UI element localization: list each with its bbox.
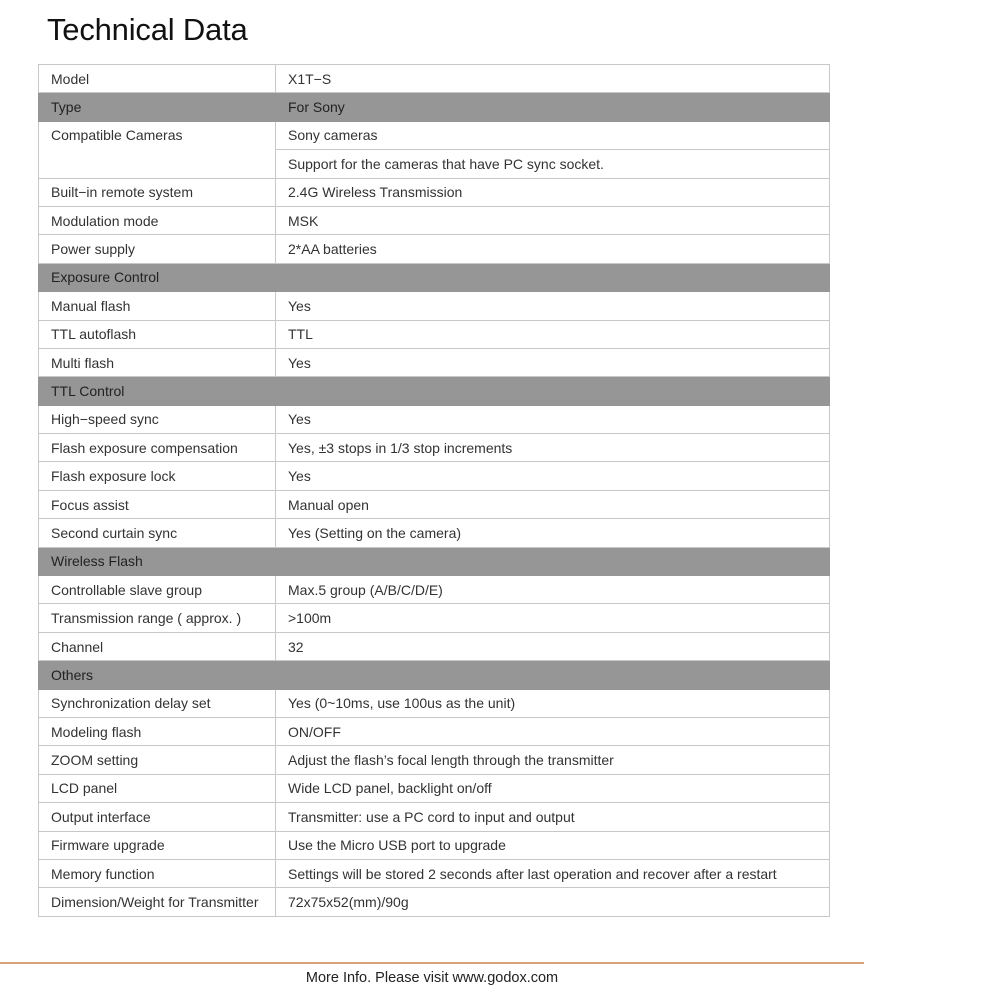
footer-divider xyxy=(0,962,864,964)
spec-value: Yes xyxy=(276,462,830,490)
spec-key: ZOOM setting xyxy=(39,746,276,774)
spec-value: Wide LCD panel, backlight on/off xyxy=(276,774,830,802)
spec-key: TTL autoflash xyxy=(39,320,276,348)
section-header-row xyxy=(39,93,830,121)
page-title: Technical Data xyxy=(47,12,248,47)
table-row xyxy=(39,604,830,632)
table-row xyxy=(39,462,830,490)
spec-value: Yes xyxy=(276,292,830,320)
spec-value: Sony cameras xyxy=(276,121,830,149)
spec-value: TTL xyxy=(276,320,830,348)
spec-value: Yes xyxy=(276,405,830,433)
spec-key: Flash exposure lock xyxy=(39,462,276,490)
spec-key: Multi flash xyxy=(39,348,276,376)
table-row xyxy=(39,519,830,547)
table-row xyxy=(39,689,830,717)
table-row xyxy=(39,774,830,802)
section-value xyxy=(276,263,830,291)
spec-value: Use the Micro USB port to upgrade xyxy=(276,831,830,859)
spec-value: Yes xyxy=(276,348,830,376)
spec-value: >100m xyxy=(276,604,830,632)
table-row xyxy=(39,206,830,234)
section-title: Wireless Flash xyxy=(39,547,276,575)
table-row xyxy=(39,803,830,831)
spec-key: Built−in remote system xyxy=(39,178,276,206)
table-row xyxy=(39,434,830,462)
section-value xyxy=(276,547,830,575)
table-row xyxy=(39,292,830,320)
table-row xyxy=(39,178,830,206)
spec-value: ON/OFF xyxy=(276,717,830,745)
spec-key: High−speed sync xyxy=(39,405,276,433)
spec-key: LCD panel xyxy=(39,774,276,802)
section-value: For Sony xyxy=(276,93,830,121)
spec-value: Transmitter: use a PC cord to input and output xyxy=(276,803,830,831)
table-row xyxy=(39,490,830,518)
spec-value: 2*AA batteries xyxy=(276,235,830,263)
footer-text: More Info. Please visit www.godox.com xyxy=(305,970,559,986)
table-row xyxy=(39,831,830,859)
spec-key: Compatible Cameras xyxy=(39,121,276,178)
table-row xyxy=(39,65,830,93)
spec-key: Modeling flash xyxy=(39,717,276,745)
spec-key: Controllable slave group xyxy=(39,576,276,604)
spec-value: Yes, ±3 stops in 1/3 stop increments xyxy=(276,434,830,462)
spec-value: Manual open xyxy=(276,490,830,518)
spec-key: Power supply xyxy=(39,235,276,263)
table-row xyxy=(39,576,830,604)
table-row xyxy=(39,888,830,916)
spec-value: Yes (0~10ms, use 100us as the unit) xyxy=(276,689,830,717)
spec-key: Dimension/Weight for Transmitter xyxy=(39,888,276,916)
section-title: Others xyxy=(39,661,276,689)
table-row xyxy=(39,320,830,348)
section-header-row xyxy=(39,547,830,575)
spec-value: 2.4G Wireless Transmission xyxy=(276,178,830,206)
section-title: Exposure Control xyxy=(39,263,276,291)
spec-value: Settings will be stored 2 seconds after last operation and recover after a restart xyxy=(276,859,830,887)
table-row xyxy=(39,348,830,376)
spec-key: Transmission range ( approx. ) xyxy=(39,604,276,632)
section-title: TTL Control xyxy=(39,377,276,405)
spec-key: Synchronization delay set xyxy=(39,689,276,717)
table-row xyxy=(39,405,830,433)
section-header-row xyxy=(39,377,830,405)
spec-value: 72x75x52(mm)/90g xyxy=(276,888,830,916)
section-header-row xyxy=(39,661,830,689)
table-row xyxy=(39,746,830,774)
spec-key: Output interface xyxy=(39,803,276,831)
spec-value: MSK xyxy=(276,206,830,234)
spec-table xyxy=(38,64,830,917)
spec-key: Memory function xyxy=(39,859,276,887)
table-row xyxy=(39,235,830,263)
spec-key: Channel xyxy=(39,632,276,660)
section-header-row xyxy=(39,263,830,291)
table-row xyxy=(39,632,830,660)
spec-key: Flash exposure compensation xyxy=(39,434,276,462)
spec-value: Adjust the flash’s focal length through the transmitter xyxy=(276,746,830,774)
spec-value: Max.5 group (A/B/C/D/E) xyxy=(276,576,830,604)
spec-value: X1T−S xyxy=(276,65,830,93)
spec-value: Yes (Setting on the camera) xyxy=(276,519,830,547)
table-row xyxy=(39,717,830,745)
section-value xyxy=(276,377,830,405)
spec-table-body xyxy=(39,65,830,917)
spec-value: Support for the cameras that have PC sync socket. xyxy=(276,150,830,178)
table-row xyxy=(39,859,830,887)
spec-value: 32 xyxy=(276,632,830,660)
spec-key: Firmware upgrade xyxy=(39,831,276,859)
section-title: Type xyxy=(39,93,276,121)
spec-key: Focus assist xyxy=(39,490,276,518)
table-row xyxy=(39,121,830,149)
spec-key: Manual flash xyxy=(39,292,276,320)
section-value xyxy=(276,661,830,689)
spec-key: Second curtain sync xyxy=(39,519,276,547)
spec-key: Model xyxy=(39,65,276,93)
spec-key: Modulation mode xyxy=(39,206,276,234)
